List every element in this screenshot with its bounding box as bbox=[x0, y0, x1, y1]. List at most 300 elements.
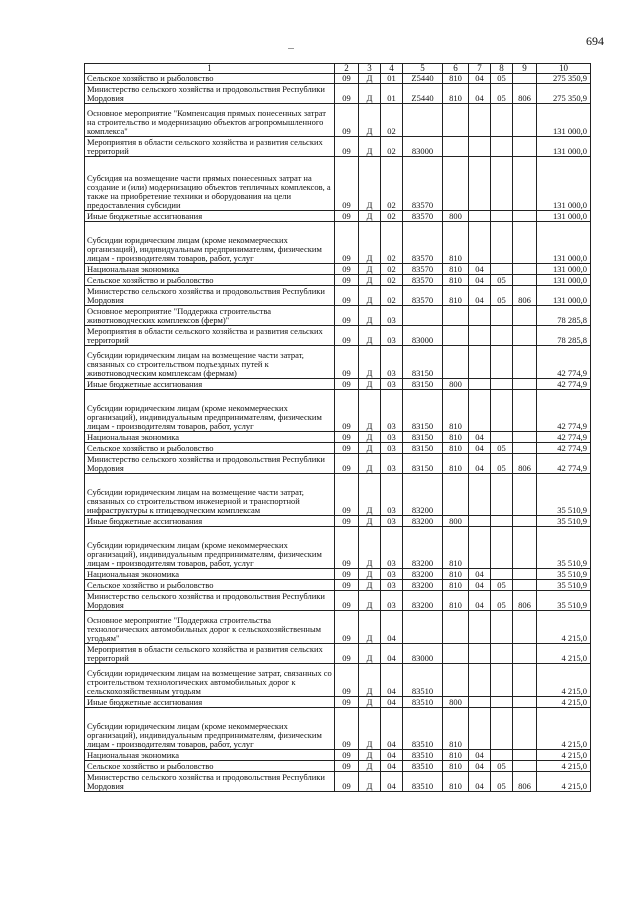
row-name-cell: Министерство сельского хозяйства и продовольствия Республики Мордовия bbox=[85, 772, 335, 792]
code-cell: 03 bbox=[381, 516, 403, 527]
table-row bbox=[85, 611, 591, 644]
code-cell: 810 bbox=[443, 275, 469, 286]
row-name-cell: Основное мероприятие "Компенсация прямых понесенных затрат на строительство и модернизацию объектов агропромышленного комплекса" bbox=[85, 104, 335, 137]
code-cell: 806 bbox=[513, 454, 537, 474]
code-cell: 02 bbox=[381, 211, 403, 222]
amount-cell: 4 215,0 bbox=[537, 772, 591, 792]
row-name-cell: Субсидии юридическим лицам (кроме некоммерческих организаций), индивидуальным предпринимателям, физическим лицам - производителям товаров, работ, услуг bbox=[85, 527, 335, 569]
code-cell bbox=[491, 390, 513, 432]
code-cell: Д bbox=[359, 286, 381, 306]
table-row bbox=[85, 275, 591, 286]
row-name-cell: Субсидии юридическим лицам (кроме некоммерческих организаций), индивидуальным предпринимателям, физическим лицам - производителям товаров, работ, услуг bbox=[85, 708, 335, 750]
code-cell bbox=[491, 137, 513, 157]
amount-cell: 42 774,9 bbox=[537, 454, 591, 474]
amount-cell: 4 215,0 bbox=[537, 611, 591, 644]
code-cell: 810 bbox=[443, 390, 469, 432]
code-cell: Д bbox=[359, 104, 381, 137]
code-cell: 83150 bbox=[403, 432, 443, 443]
code-cell bbox=[513, 664, 537, 697]
code-cell: 09 bbox=[335, 306, 359, 326]
code-cell: 09 bbox=[335, 516, 359, 527]
code-cell: 09 bbox=[335, 611, 359, 644]
code-cell: 04 bbox=[469, 84, 491, 104]
code-cell: 03 bbox=[381, 454, 403, 474]
code-cell: 04 bbox=[469, 454, 491, 474]
row-name-cell: Субсидия на возмещение части прямых понесенных затрат на создание и (или) модернизацию объектов тепличных комплексов, а также на приобретение техники и оборудования на цели предоставления субсидии bbox=[85, 157, 335, 211]
code-cell bbox=[443, 664, 469, 697]
code-cell: Д bbox=[359, 443, 381, 454]
code-cell: 04 bbox=[381, 611, 403, 644]
code-cell: 810 bbox=[443, 569, 469, 580]
code-cell bbox=[491, 474, 513, 516]
row-name-cell: Иные бюджетные ассигнования bbox=[85, 516, 335, 527]
code-cell bbox=[513, 306, 537, 326]
code-cell: 09 bbox=[335, 664, 359, 697]
code-cell: Д bbox=[359, 644, 381, 664]
code-cell: 05 bbox=[491, 275, 513, 286]
code-cell bbox=[469, 104, 491, 137]
row-name-cell: Национальная экономика bbox=[85, 264, 335, 275]
code-cell: 810 bbox=[443, 443, 469, 454]
code-cell bbox=[469, 708, 491, 750]
code-cell: 03 bbox=[381, 346, 403, 379]
code-cell: 04 bbox=[381, 761, 403, 772]
code-cell: Z5440 bbox=[403, 84, 443, 104]
code-cell: 810 bbox=[443, 591, 469, 611]
table-row bbox=[85, 264, 591, 275]
code-cell: Д bbox=[359, 379, 381, 390]
table-row bbox=[85, 772, 591, 792]
code-cell: 02 bbox=[381, 286, 403, 306]
row-name-cell: Национальная экономика bbox=[85, 432, 335, 443]
code-cell: 02 bbox=[381, 222, 403, 264]
table-body bbox=[85, 74, 591, 792]
code-cell: 83000 bbox=[403, 326, 443, 346]
code-cell bbox=[443, 644, 469, 664]
code-cell: 09 bbox=[335, 454, 359, 474]
code-cell: 04 bbox=[469, 591, 491, 611]
table-row bbox=[85, 74, 591, 84]
code-cell bbox=[491, 664, 513, 697]
code-cell: 09 bbox=[335, 432, 359, 443]
table-row bbox=[85, 591, 591, 611]
page-number: 694 bbox=[586, 34, 604, 48]
code-cell: Д bbox=[359, 569, 381, 580]
amount-cell: 4 215,0 bbox=[537, 664, 591, 697]
code-cell: 83200 bbox=[403, 474, 443, 516]
code-cell: 09 bbox=[335, 326, 359, 346]
code-cell: 83510 bbox=[403, 761, 443, 772]
code-cell: 09 bbox=[335, 222, 359, 264]
code-cell: Д bbox=[359, 432, 381, 443]
code-cell: 83570 bbox=[403, 286, 443, 306]
code-cell bbox=[491, 379, 513, 390]
header-cell: 10 bbox=[537, 64, 591, 74]
code-cell: Д bbox=[359, 761, 381, 772]
code-cell: Д bbox=[359, 275, 381, 286]
code-cell bbox=[403, 104, 443, 137]
amount-cell: 131 000,0 bbox=[537, 275, 591, 286]
header-cell: 3 bbox=[359, 64, 381, 74]
row-name-cell: Иные бюджетные ассигнования bbox=[85, 379, 335, 390]
table-row bbox=[85, 708, 591, 750]
code-cell: 83150 bbox=[403, 379, 443, 390]
code-cell: 83510 bbox=[403, 697, 443, 708]
amount-cell: 131 000,0 bbox=[537, 104, 591, 137]
code-cell: Д bbox=[359, 74, 381, 84]
amount-cell: 42 774,9 bbox=[537, 346, 591, 379]
code-cell bbox=[469, 306, 491, 326]
code-cell bbox=[513, 137, 537, 157]
code-cell bbox=[513, 644, 537, 664]
amount-cell: 4 215,0 bbox=[537, 761, 591, 772]
header-cell: 1 bbox=[85, 64, 335, 74]
code-cell: 03 bbox=[381, 527, 403, 569]
code-cell bbox=[491, 432, 513, 443]
code-cell: 810 bbox=[443, 580, 469, 591]
code-cell bbox=[513, 157, 537, 211]
code-cell bbox=[469, 222, 491, 264]
amount-cell: 35 510,9 bbox=[537, 580, 591, 591]
code-cell: Д bbox=[359, 211, 381, 222]
code-cell: Д bbox=[359, 326, 381, 346]
code-cell bbox=[469, 697, 491, 708]
amount-cell: 4 215,0 bbox=[537, 644, 591, 664]
code-cell: 09 bbox=[335, 346, 359, 379]
code-cell: Д bbox=[359, 137, 381, 157]
code-cell: Д bbox=[359, 697, 381, 708]
amount-cell: 4 215,0 bbox=[537, 708, 591, 750]
table-row bbox=[85, 326, 591, 346]
code-cell: 05 bbox=[491, 443, 513, 454]
code-cell bbox=[469, 211, 491, 222]
code-cell: 04 bbox=[469, 580, 491, 591]
header-cell: 4 bbox=[381, 64, 403, 74]
code-cell: 83200 bbox=[403, 516, 443, 527]
amount-cell: 42 774,9 bbox=[537, 390, 591, 432]
code-cell: 04 bbox=[469, 761, 491, 772]
code-cell: 83570 bbox=[403, 211, 443, 222]
table-row bbox=[85, 286, 591, 306]
code-cell bbox=[513, 74, 537, 84]
code-cell: 04 bbox=[469, 569, 491, 580]
code-cell bbox=[491, 222, 513, 264]
code-cell: 83150 bbox=[403, 390, 443, 432]
amount-cell: 42 774,9 bbox=[537, 432, 591, 443]
code-cell: 01 bbox=[381, 84, 403, 104]
code-cell: 03 bbox=[381, 306, 403, 326]
table-row bbox=[85, 346, 591, 379]
code-cell: Д bbox=[359, 664, 381, 697]
code-cell: 810 bbox=[443, 761, 469, 772]
code-cell bbox=[513, 211, 537, 222]
code-cell bbox=[469, 326, 491, 346]
code-cell: Д bbox=[359, 346, 381, 379]
row-name-cell: Сельское хозяйство и рыболовство bbox=[85, 74, 335, 84]
table-row bbox=[85, 664, 591, 697]
amount-cell: 35 510,9 bbox=[537, 516, 591, 527]
code-cell bbox=[513, 432, 537, 443]
code-cell: 83200 bbox=[403, 591, 443, 611]
code-cell bbox=[513, 474, 537, 516]
amount-cell: 42 774,9 bbox=[537, 443, 591, 454]
code-cell: Д bbox=[359, 390, 381, 432]
code-cell: 83570 bbox=[403, 264, 443, 275]
code-cell: Д bbox=[359, 84, 381, 104]
code-cell: 83510 bbox=[403, 750, 443, 761]
table-row bbox=[85, 104, 591, 137]
table-row bbox=[85, 84, 591, 104]
budget-table bbox=[84, 63, 591, 792]
code-cell: 04 bbox=[381, 697, 403, 708]
code-cell bbox=[443, 306, 469, 326]
code-cell bbox=[443, 157, 469, 211]
code-cell bbox=[513, 443, 537, 454]
code-cell: 09 bbox=[335, 708, 359, 750]
code-cell: Д bbox=[359, 474, 381, 516]
code-cell: 04 bbox=[381, 644, 403, 664]
code-cell: 03 bbox=[381, 569, 403, 580]
row-name-cell: Министерство сельского хозяйства и продовольствия Республики Мордовия bbox=[85, 84, 335, 104]
amount-cell: 42 774,9 bbox=[537, 379, 591, 390]
header-cell: 9 bbox=[513, 64, 537, 74]
row-name-cell: Национальная экономика bbox=[85, 569, 335, 580]
code-cell: 83150 bbox=[403, 443, 443, 454]
code-cell: 810 bbox=[443, 772, 469, 792]
code-cell: 03 bbox=[381, 432, 403, 443]
row-name-cell: Мероприятия в области сельского хозяйства и развития сельских территорий bbox=[85, 644, 335, 664]
code-cell bbox=[491, 697, 513, 708]
code-cell: 810 bbox=[443, 527, 469, 569]
amount-cell: 35 510,9 bbox=[537, 591, 591, 611]
code-cell: 04 bbox=[469, 74, 491, 84]
code-cell bbox=[469, 611, 491, 644]
code-cell bbox=[513, 264, 537, 275]
header-divider bbox=[288, 48, 294, 49]
code-cell bbox=[443, 104, 469, 137]
code-cell bbox=[491, 326, 513, 346]
code-cell: 05 bbox=[491, 580, 513, 591]
code-cell: 83570 bbox=[403, 222, 443, 264]
code-cell: 83000 bbox=[403, 644, 443, 664]
code-cell bbox=[443, 137, 469, 157]
code-cell bbox=[469, 137, 491, 157]
table-row bbox=[85, 211, 591, 222]
code-cell: 83150 bbox=[403, 346, 443, 379]
code-cell: 09 bbox=[335, 644, 359, 664]
code-cell: 01 bbox=[381, 74, 403, 84]
code-cell: 02 bbox=[381, 137, 403, 157]
row-name-cell: Субсидии юридическим лицам на возмещение части затрат, связанных со строительством подъездных путей к животноводческим комплексам (фермам) bbox=[85, 346, 335, 379]
code-cell: Д bbox=[359, 772, 381, 792]
code-cell: 806 bbox=[513, 591, 537, 611]
code-cell: 83510 bbox=[403, 664, 443, 697]
code-cell: 05 bbox=[491, 591, 513, 611]
code-cell: 09 bbox=[335, 474, 359, 516]
code-cell: 83510 bbox=[403, 708, 443, 750]
row-name-cell: Субсидии юридическим лицам (кроме некоммерческих организаций), индивидуальным предпринимателям, физическим лицам - производителям товаров, работ, услуг bbox=[85, 390, 335, 432]
code-cell: 810 bbox=[443, 222, 469, 264]
code-cell: Д bbox=[359, 516, 381, 527]
code-cell: 09 bbox=[335, 137, 359, 157]
code-cell: 03 bbox=[381, 591, 403, 611]
amount-cell: 131 000,0 bbox=[537, 211, 591, 222]
code-cell bbox=[443, 326, 469, 346]
code-cell: 09 bbox=[335, 390, 359, 432]
code-cell: 03 bbox=[381, 326, 403, 346]
table-row bbox=[85, 157, 591, 211]
code-cell bbox=[469, 516, 491, 527]
table-row bbox=[85, 750, 591, 761]
header-cell: 6 bbox=[443, 64, 469, 74]
header-cell: 7 bbox=[469, 64, 491, 74]
code-cell bbox=[513, 697, 537, 708]
code-cell: 810 bbox=[443, 84, 469, 104]
row-name-cell: Министерство сельского хозяйства и продовольствия Республики Мордовия bbox=[85, 454, 335, 474]
table-row bbox=[85, 697, 591, 708]
amount-cell: 275 350,9 bbox=[537, 74, 591, 84]
amount-cell: 131 000,0 bbox=[537, 286, 591, 306]
code-cell bbox=[513, 104, 537, 137]
code-cell: 04 bbox=[469, 264, 491, 275]
code-cell bbox=[469, 390, 491, 432]
code-cell bbox=[491, 611, 513, 644]
code-cell: 04 bbox=[469, 432, 491, 443]
code-cell: 05 bbox=[491, 761, 513, 772]
table-row bbox=[85, 516, 591, 527]
code-cell: 09 bbox=[335, 84, 359, 104]
amount-cell: 131 000,0 bbox=[537, 137, 591, 157]
code-cell: 09 bbox=[335, 157, 359, 211]
row-name-cell: Министерство сельского хозяйства и продовольствия Республики Мордовия bbox=[85, 286, 335, 306]
code-cell bbox=[469, 346, 491, 379]
row-name-cell: Основное мероприятие "Поддержка строительства технологических автомобильных дорог к сельскохозяйственным угодьям" bbox=[85, 611, 335, 644]
table-row bbox=[85, 306, 591, 326]
code-cell: 04 bbox=[469, 750, 491, 761]
header-cell: 2 bbox=[335, 64, 359, 74]
code-cell: 03 bbox=[381, 390, 403, 432]
code-cell: 04 bbox=[381, 750, 403, 761]
code-cell: Д bbox=[359, 527, 381, 569]
code-cell: 810 bbox=[443, 454, 469, 474]
table-row bbox=[85, 222, 591, 264]
amount-cell: 35 510,9 bbox=[537, 527, 591, 569]
code-cell bbox=[491, 569, 513, 580]
code-cell bbox=[491, 104, 513, 137]
code-cell bbox=[513, 580, 537, 591]
code-cell: Д bbox=[359, 750, 381, 761]
code-cell bbox=[469, 157, 491, 211]
amount-cell: 78 285,8 bbox=[537, 306, 591, 326]
row-name-cell: Иные бюджетные ассигнования bbox=[85, 211, 335, 222]
code-cell: Д bbox=[359, 306, 381, 326]
code-cell: 03 bbox=[381, 474, 403, 516]
row-name-cell: Сельское хозяйство и рыболовство bbox=[85, 580, 335, 591]
code-cell: Z5440 bbox=[403, 74, 443, 84]
code-cell: 09 bbox=[335, 697, 359, 708]
code-cell: Д bbox=[359, 157, 381, 211]
code-cell: 04 bbox=[381, 708, 403, 750]
code-cell bbox=[443, 611, 469, 644]
amount-cell: 131 000,0 bbox=[537, 157, 591, 211]
code-cell: 04 bbox=[469, 443, 491, 454]
code-cell bbox=[513, 527, 537, 569]
code-cell bbox=[491, 527, 513, 569]
code-cell bbox=[491, 157, 513, 211]
code-cell: 09 bbox=[335, 379, 359, 390]
code-cell: 83570 bbox=[403, 275, 443, 286]
code-cell: 800 bbox=[443, 211, 469, 222]
code-cell: 05 bbox=[491, 74, 513, 84]
code-cell: Д bbox=[359, 222, 381, 264]
code-cell: 05 bbox=[491, 454, 513, 474]
row-name-cell: Основное мероприятие "Поддержка строительства животноводческих комплексов (ферм)" bbox=[85, 306, 335, 326]
table-row bbox=[85, 761, 591, 772]
code-cell: 02 bbox=[381, 264, 403, 275]
table-row bbox=[85, 580, 591, 591]
code-cell bbox=[513, 750, 537, 761]
code-cell: 806 bbox=[513, 84, 537, 104]
code-cell: 810 bbox=[443, 74, 469, 84]
code-cell: 810 bbox=[443, 264, 469, 275]
table-row bbox=[85, 569, 591, 580]
code-cell: 03 bbox=[381, 379, 403, 390]
code-cell: 04 bbox=[381, 772, 403, 792]
code-cell: Д bbox=[359, 580, 381, 591]
code-cell: 03 bbox=[381, 443, 403, 454]
code-cell: 806 bbox=[513, 772, 537, 792]
row-name-cell: Национальная экономика bbox=[85, 750, 335, 761]
code-cell: 810 bbox=[443, 708, 469, 750]
code-cell bbox=[469, 474, 491, 516]
code-cell: 09 bbox=[335, 772, 359, 792]
amount-cell: 131 000,0 bbox=[537, 222, 591, 264]
code-cell: 810 bbox=[443, 432, 469, 443]
code-cell: Д bbox=[359, 264, 381, 275]
code-cell: 02 bbox=[381, 104, 403, 137]
code-cell: 04 bbox=[469, 275, 491, 286]
code-cell: Д bbox=[359, 591, 381, 611]
code-cell bbox=[491, 306, 513, 326]
code-cell bbox=[491, 516, 513, 527]
code-cell: Д bbox=[359, 611, 381, 644]
code-cell bbox=[491, 644, 513, 664]
code-cell bbox=[513, 326, 537, 346]
header-cell: 5 bbox=[403, 64, 443, 74]
code-cell: 83200 bbox=[403, 580, 443, 591]
code-cell: 09 bbox=[335, 591, 359, 611]
code-cell: 810 bbox=[443, 750, 469, 761]
code-cell: 09 bbox=[335, 74, 359, 84]
code-cell bbox=[513, 761, 537, 772]
code-cell bbox=[491, 708, 513, 750]
code-cell: Д bbox=[359, 708, 381, 750]
code-cell: 02 bbox=[381, 275, 403, 286]
code-cell bbox=[491, 750, 513, 761]
amount-cell: 4 215,0 bbox=[537, 697, 591, 708]
code-cell bbox=[469, 644, 491, 664]
code-cell: 05 bbox=[491, 84, 513, 104]
table-row bbox=[85, 432, 591, 443]
amount-cell: 78 285,8 bbox=[537, 326, 591, 346]
code-cell: 04 bbox=[469, 772, 491, 792]
code-cell: 83570 bbox=[403, 157, 443, 211]
code-cell bbox=[513, 222, 537, 264]
code-cell: 05 bbox=[491, 772, 513, 792]
code-cell bbox=[469, 664, 491, 697]
code-cell: 800 bbox=[443, 697, 469, 708]
code-cell: 83000 bbox=[403, 137, 443, 157]
